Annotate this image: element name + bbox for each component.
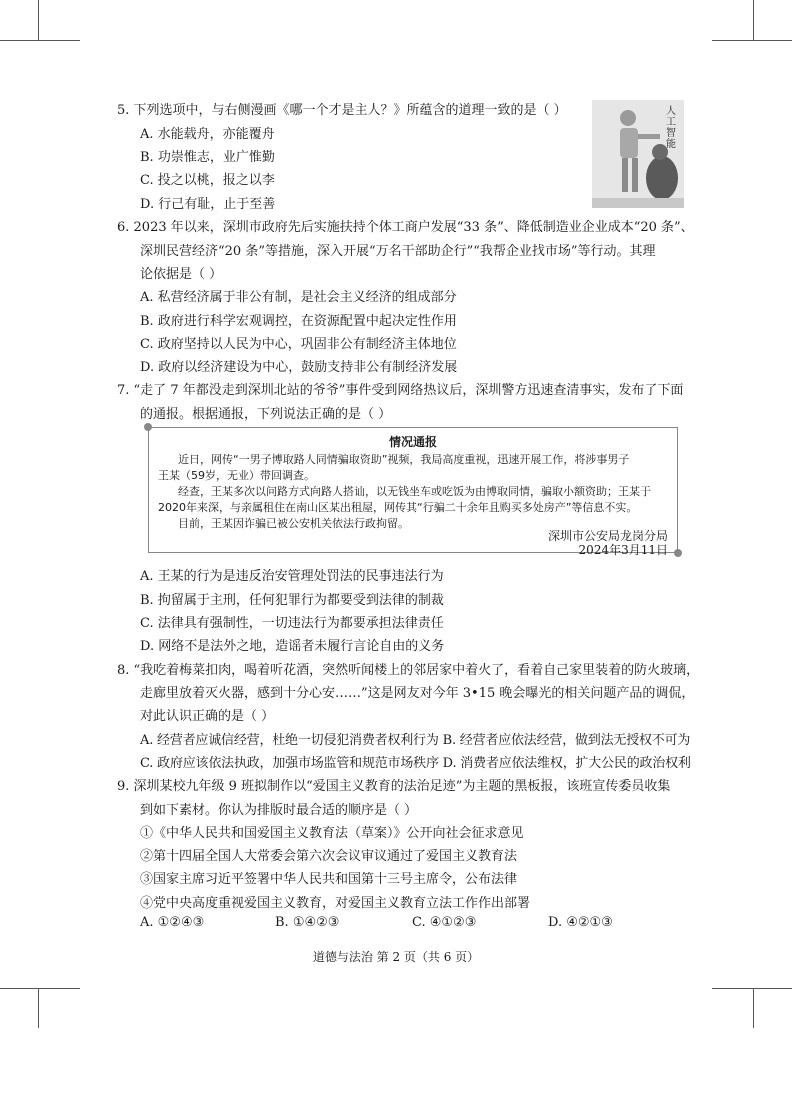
q8-line-3: 对此认识正确的是（ ） — [140, 709, 275, 724]
q8-options-row-2: C. 政府应该依法执政，加强市场监管和规范市场秩序 D. 消费者应依法维权，扩大公民的政治权利 — [140, 756, 691, 771]
q5-option-c: C. 投之以桃，报之以李 — [140, 173, 275, 188]
q9-line-2: 到如下素材。你认为排版时最合适的顺序是（ ） — [140, 803, 418, 818]
crop-mark — [38, 0, 39, 40]
notice-line-5: 目前，王某因诈骗已被公安机关依法行政拘留。 — [178, 517, 409, 530]
q8-options-row-1: A. 经营者应诚信经营，杜绝一切侵犯消费者权利行为 B. 经营者应依法经营，做到法无授权不可为 — [140, 733, 691, 748]
q6-line-2: 深圳民营经济“20 条”等措施，深入开展“万名干部助企行”“我帮企业找市场”等行动。其理 — [140, 244, 656, 259]
q7-option-a: A. 王某的行为是违反治安管理处罚法的民事违法行为 — [140, 569, 444, 584]
notice-title: 情况通报 — [388, 435, 437, 449]
crop-mark — [712, 40, 792, 41]
q5-option-d: D. 行己有耻，止于至善 — [140, 197, 276, 212]
q9-option-c: C. ④①②③ — [412, 915, 477, 930]
q8-line-1: 8. “我吃着梅菜扣肉，喝着听花酒，突然听闻楼上的邻居家中着火了，看着自己家里装着的防火玻璃， — [117, 663, 700, 678]
crop-mark — [0, 988, 80, 989]
notice-corner-dot — [674, 549, 682, 557]
q9-item-3: ③国家主席习近平签署中华人民共和国第十三号主席令，公布法律 — [140, 872, 518, 887]
notice-line-1: 近日，网传“一男子博取路人同情骗取资助”视频，我局高度重视，迅速开展工作，将涉事男子 — [178, 453, 630, 466]
q8-line-2: 走廊里放着灭火器，感到十分心安……”这是网友对今年 3•15 晚会曝光的相关问题产品的调侃， — [140, 686, 695, 701]
crop-mark — [753, 0, 754, 40]
q9-option-b: B. ①④②③ — [275, 915, 340, 930]
q5-stem: 5. 下列选项中，与右侧漫画《哪一个才是主人？》所蕴含的道理一致的是（ ） — [117, 103, 567, 118]
crop-mark — [712, 988, 792, 989]
q6-line-1: 6. 2023 年以来，深圳市政府先后实施扶持个体工商户发展“33 条”、降低制造业企业成本“20 条”、 — [117, 220, 694, 235]
q9-item-4: ④党中央高度重视爱国主义教育，对爱国主义教育立法工作作出部署 — [140, 896, 531, 911]
notice-line-2: 王某（59岁，无业）带回调查。 — [158, 469, 315, 482]
q5-option-a: A. 水能载舟，亦能覆舟 — [140, 127, 275, 142]
crop-mark — [753, 988, 754, 1028]
q9-item-2: ②第十四届全国人大常委会第六次会议审议通过了爱国主义教育法 — [140, 849, 518, 864]
q7-option-c: C. 法律具有强制性，一切违法行为都要承担法律责任 — [140, 616, 444, 631]
q7-line-2: 的通报。根据通报，下列说法正确的是（ ） — [140, 407, 392, 422]
cartoon-image — [592, 100, 684, 208]
q6-option-d: D. 政府以经济建设为中心，鼓励支持非公有制经济发展 — [140, 360, 458, 375]
notice-line-3: 经查，王某多次以问路方式向路人搭讪，以无钱坐车或吃饭为由博取同情，骗取小额资助；王某于 — [178, 485, 651, 498]
q9-option-a: A. ①②④③ — [140, 915, 205, 930]
q5-option-b: B. 功崇惟志，业广惟勤 — [140, 150, 275, 165]
police-notice-box — [148, 427, 678, 557]
q6-option-c: C. 政府坚持以人民为中心，巩固非公有制经济主体地位 — [140, 337, 457, 352]
q7-option-d: D. 网络不是法外之地，造谣者未履行言论自由的义务 — [140, 639, 445, 654]
q7-line-1: 7. “走了 7 年都没走到深圳北站的爷爷”事件受到网络热议后，深圳警方迅速查清事实，发布了下面 — [117, 383, 684, 398]
q9-option-d: D. ④②①③ — [548, 915, 613, 930]
crop-mark — [38, 988, 39, 1028]
q9-item-1: ①《中华人民共和国爱国主义教育法（草案）》公开向社会征求意见 — [140, 826, 524, 841]
crop-mark — [0, 40, 80, 41]
q9-line-1: 9. 深圳某校九年级 9 班拟制作以“爱国主义教育的法治足迹”为主题的黑板报，该班宣传委员收集 — [117, 779, 671, 794]
notice-org: 深圳市公安局龙岗分局 — [547, 529, 668, 543]
notice-corner-dot — [144, 423, 152, 431]
notice-date: 2024年3月11日 — [578, 543, 668, 557]
q6-line-3: 论依据是（ ） — [140, 267, 223, 282]
page-footer: 道德与法治 第 2 页（共 6 页） — [312, 950, 480, 964]
cartoon-caption: 人工智能 — [666, 106, 676, 150]
q6-option-a: A. 私营经济属于非公有制，是社会主义经济的组成部分 — [140, 290, 457, 305]
notice-line-4: 2020年来深，与亲属租住在南山区某出租屋，网传其“行骗二十余年且购买多处房产”等信息不实。 — [158, 501, 638, 514]
q6-option-b: B. 政府进行科学宏观调控，在资源配置中起决定性作用 — [140, 314, 457, 329]
q7-option-b: B. 拘留属于主刑，任何犯罪行为都要受到法律的制裁 — [140, 593, 444, 608]
